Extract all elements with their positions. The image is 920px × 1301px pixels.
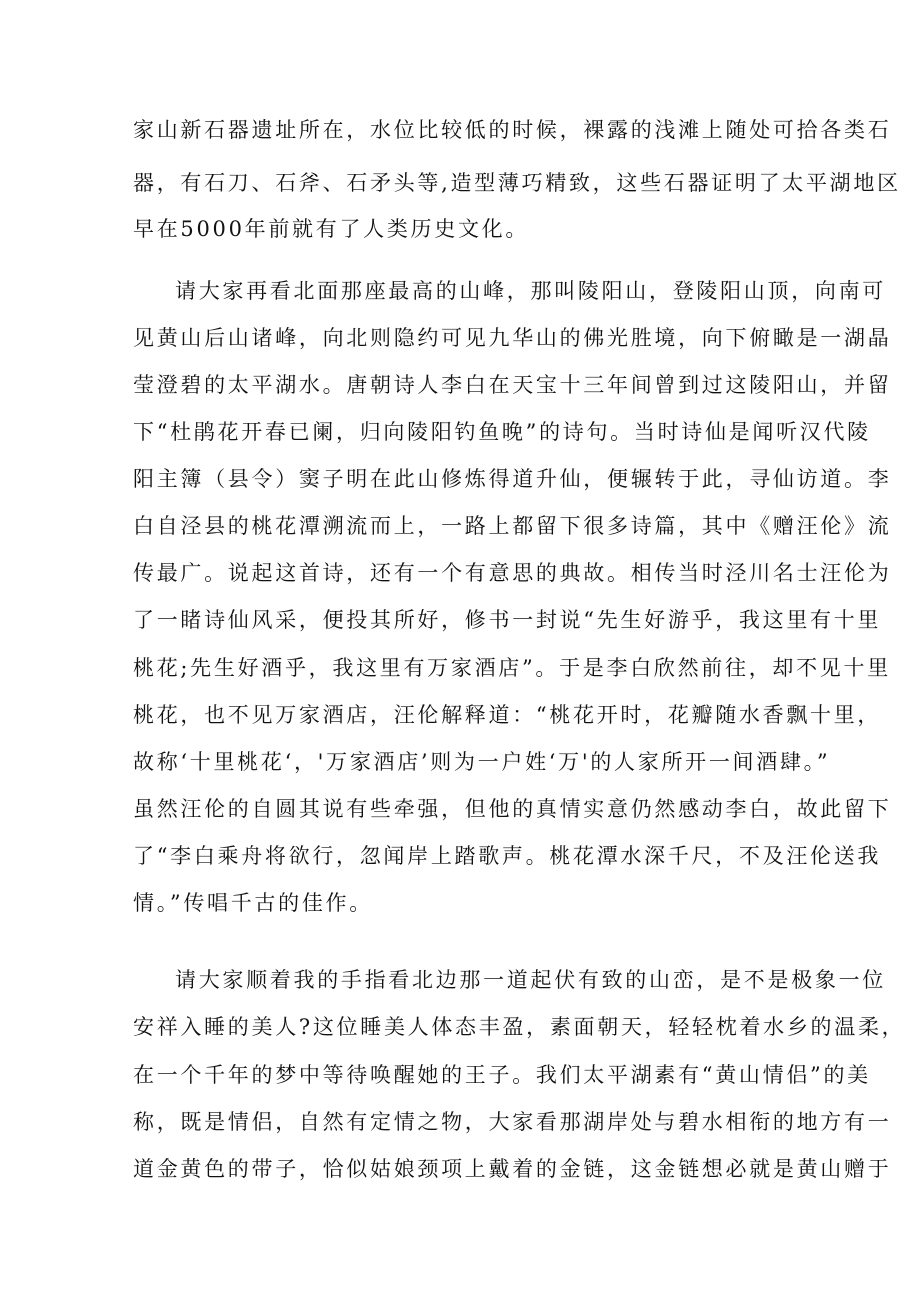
text-line: 虽然汪伦的自圆其说有些牵强，但他的真情实意仍然感动李白，故此留下 <box>133 797 892 821</box>
text-line: 了“李白乘舟将欲行，忽闻岸上踏歌声。桃花潭水深千尺，不及汪伦送我 <box>133 844 882 868</box>
text-line: 器，有石刀、石斧、石矛头等,造型薄巧精致，这些石器证明了太平湖地区 <box>133 171 901 195</box>
text-line: 阳主簿（县令）窦子明在此山修炼得道升仙，便辗转于此，寻仙访道。李 <box>133 467 892 491</box>
text-line: 安祥入睡的美人?这位睡美人体态丰盈，素面朝天，轻轻枕着水乡的温柔， <box>133 1015 906 1039</box>
text-line: 桃花;先生好酒乎，我这里有万家酒店”。于是李白欣然前往，却不见十里 <box>133 656 891 680</box>
text-line: 在一个千年的梦中等待唤醒她的王子。我们太平湖素有“黄山情侣”的美 <box>133 1063 871 1087</box>
text-line: 见黄山后山诸峰，向北则隐约可见九华山的佛光胜境，向下俯瞰是一湖晶 <box>133 326 892 350</box>
text-line: 称，既是情侣，自然有定情之物，大家看那湖岸处与碧水相衔的地方有一 <box>133 1110 892 1134</box>
text-line: 了一睹诗仙风采，便投其所好，修书一封说“先生好游乎，我这里有十里 <box>133 608 882 632</box>
text-line: 白自泾县的桃花潭溯流而上，一路上都留下很多诗篇，其中《赠汪伦》流 <box>133 514 892 538</box>
text-line: 桃花，也不见万家酒店，汪伦解释道：“桃花开时，花瓣随水香飘十里， <box>133 703 882 727</box>
text-line: 传最广。说起这首诗，还有一个有意思的典故。相传当时泾川名士汪伦为 <box>133 561 892 585</box>
text-line: 莹澄碧的太平湖水。唐朝诗人李白在天宝十三年间曾到过这陵阳山，并留 <box>133 373 892 397</box>
text-line: 情。”传唱千古的佳作。 <box>133 891 373 915</box>
text-line: 下“杜鹃花开春已阑，归向陵阳钓鱼晚”的诗句。当时诗仙是闻听汉代陵 <box>133 420 871 444</box>
text-line: 故称‘十里桃花‘，'万家酒店’则为一户姓‘万'的人家所开一间酒肆。” <box>133 750 831 774</box>
text-line: 早在5000年前就有了人类历史文化。 <box>133 217 530 241</box>
text-line: 请大家再看北面那座最高的山峰，那叫陵阳山，登陵阳山顶，向南可 <box>175 279 886 303</box>
text-line: 道金黄色的带子，恰似姑娘颈项上戴着的金链，这金链想必就是黄山赠于 <box>133 1157 892 1181</box>
text-line: 家山新石器遗址所在，水位比较低的时候，裸露的浅滩上随处可拾各类石 <box>133 118 892 142</box>
text-line: 请大家顺着我的手指看北边那一道起伏有致的山峦，是不是极象一位 <box>175 968 886 992</box>
